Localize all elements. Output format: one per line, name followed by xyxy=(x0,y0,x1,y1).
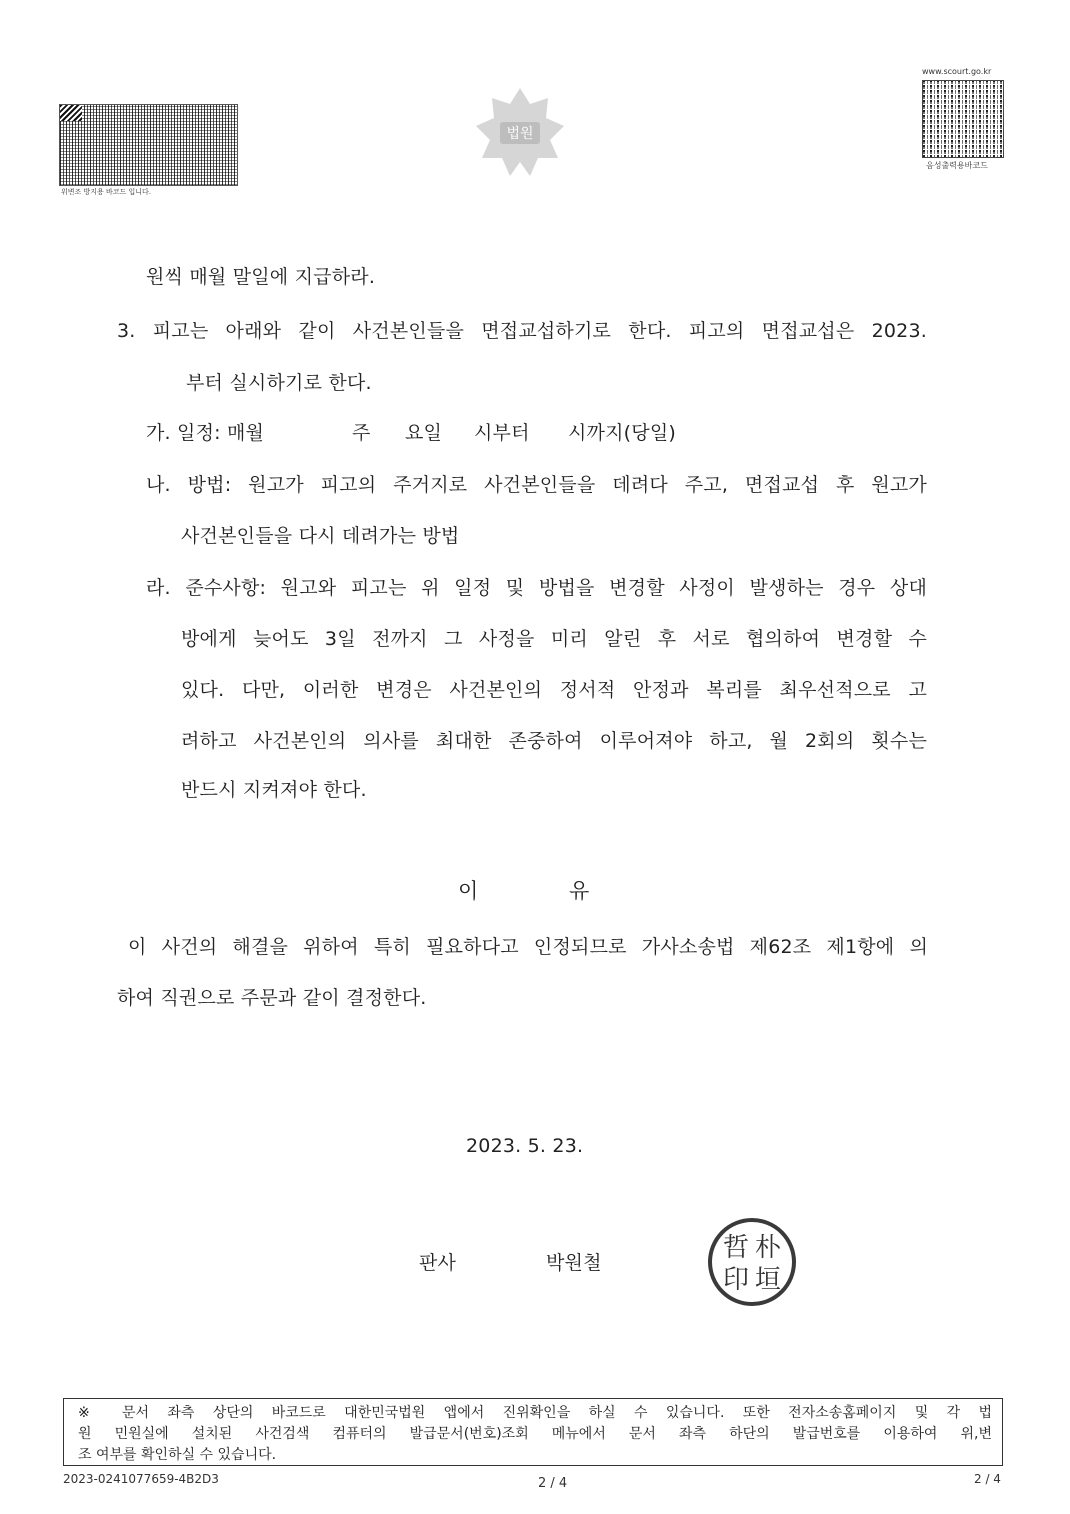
judge-name: 박원철 xyxy=(546,1252,602,1274)
decision-date: 2023. 5. 23. xyxy=(466,1135,584,1157)
notice-line-1: ※ 문서 좌측 상단의 바코드로 대한민국법원 앱에서 진위확인을 하실 수 있습니다. 또한 전자소송홈페이지 및 각 법 xyxy=(78,1405,992,1421)
voice-output-barcode xyxy=(922,80,1004,158)
page-number-center: 2 / 4 xyxy=(538,1476,568,1491)
item-ga-label: 가. 일정: 매월 xyxy=(146,422,265,444)
item-ra-line-5: 반드시 지켜져야 한다. xyxy=(181,779,367,801)
item-ra-line-3: 있다. 다만, 이러한 변경은 사건본인의 정서적 안정과 복리를 최우선적으로 고 xyxy=(181,679,927,701)
reason-title-a: 이 xyxy=(458,879,479,903)
court-emblem-icon xyxy=(472,84,568,180)
body-line-1: 원씩 매월 말일에 지급하라. xyxy=(146,266,376,288)
item-ga-week: 주 xyxy=(352,422,371,444)
item-na-line-1: 나. 방법: 원고가 피고의 주거지로 사건본인들을 데려다 주고, 면접교섭 후 원고가 xyxy=(146,474,927,496)
reason-line-2: 하여 직권으로 주문과 같이 결정한다. xyxy=(117,987,427,1009)
barcode-caption: 위변조 방지용 바코드 입니다. xyxy=(61,188,152,196)
item-ga-day: 요일 xyxy=(405,422,443,444)
page-number-right: 2 / 4 xyxy=(974,1472,1001,1486)
notice-line-3: 조 여부를 확인하실 수 있습니다. xyxy=(78,1447,277,1463)
emblem-text: 법원 xyxy=(506,126,534,142)
item-3-line-2: 부터 실시하기로 한다. xyxy=(186,372,372,394)
item-ra-line-1: 라. 준수사항: 원고와 피고는 위 일정 및 방법을 변경할 사정이 발생하는 경우 상대 xyxy=(146,577,927,599)
qr-caption: 음성출력용바코드 xyxy=(926,161,988,170)
judge-seal xyxy=(706,1216,798,1308)
reason-title-b: 유 xyxy=(569,879,590,903)
seal-char-1: 朴 xyxy=(754,1233,782,1263)
reason-line-1: 이 사건의 해결을 위하여 특히 필요하다고 인정되므로 가사소송법 제62조 제1항에 의 xyxy=(128,936,928,958)
item-ga-from: 시부터 xyxy=(474,422,530,444)
verification-notice xyxy=(63,1398,1003,1466)
item-ra-line-4: 려하고 사건본인의 의사를 최대한 존중하여 이루어져야 하고, 월 2회의 횟수는 xyxy=(181,730,927,752)
item-ga-to: 시까지(당일) xyxy=(568,422,676,444)
notice-line-2: 원 민원실에 설치된 사건검색 컴퓨터의 발급문서(번호)조회 메뉴에서 문서 좌측 하단의 발급번호를 이용하여 위,변 xyxy=(78,1426,992,1442)
seal-char-2: 垣 xyxy=(754,1265,782,1295)
qr-url: www.scourt.go.kr xyxy=(922,67,992,76)
seal-char-3: 哲 xyxy=(722,1233,750,1263)
anti-forgery-barcode xyxy=(59,104,238,186)
judge-role: 판사 xyxy=(419,1252,457,1274)
seal-char-4: 印 xyxy=(722,1265,750,1295)
issue-number: 2023-0241077659-4B2D3 xyxy=(63,1472,219,1486)
item-na-line-2: 사건본인들을 다시 데려가는 방법 xyxy=(181,525,460,547)
item-ra-line-2: 방에게 늦어도 3일 전까지 그 사정을 미리 알린 후 서로 협의하여 변경할 수 xyxy=(181,628,927,650)
item-3-line-1: 3. 피고는 아래와 같이 사건본인들을 면접교섭하기로 한다. 피고의 면접교섭은 2023. xyxy=(117,320,927,342)
